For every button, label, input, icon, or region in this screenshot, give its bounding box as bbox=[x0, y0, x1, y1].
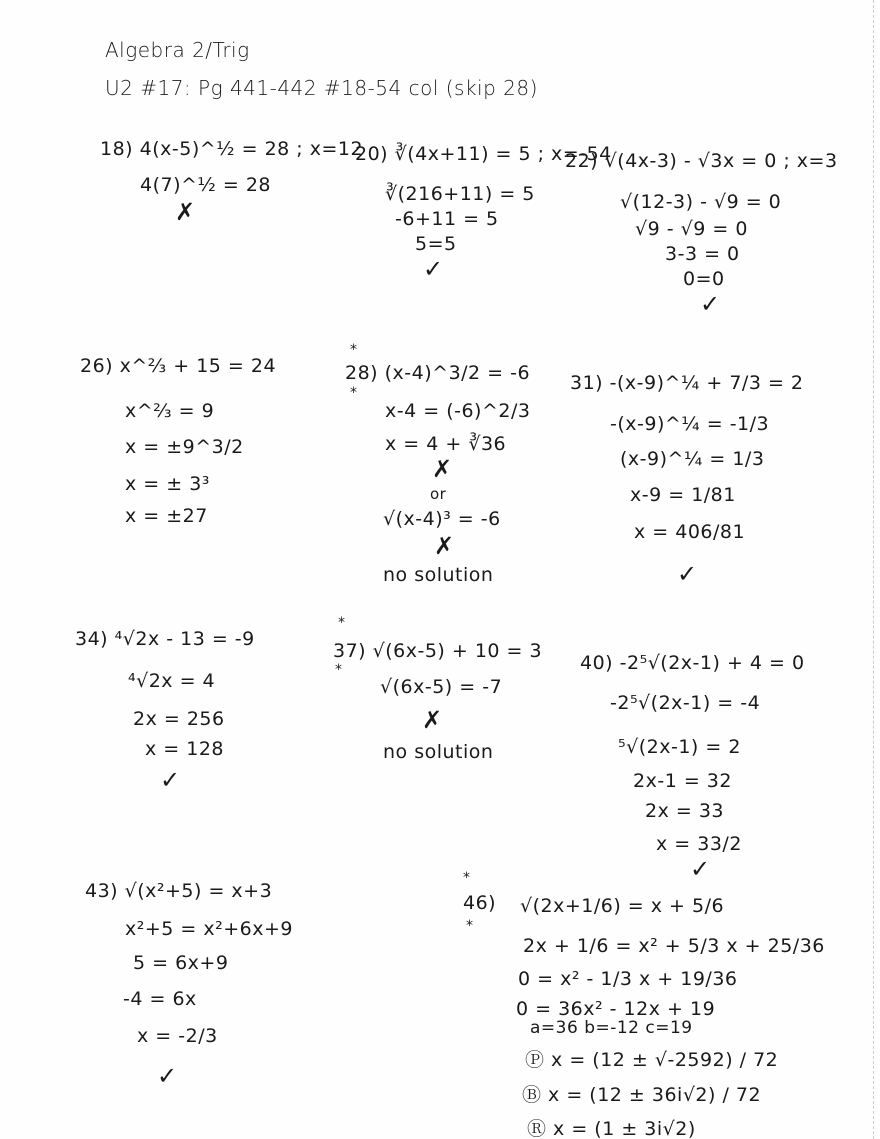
problem-28-line: √(x-4)³ = -6 bbox=[383, 508, 501, 530]
star-marker: * bbox=[338, 615, 346, 631]
scan-edge bbox=[873, 0, 874, 1139]
problem-28-line: x = 4 + ∛36 bbox=[385, 433, 507, 455]
wrong-mark: ✗ bbox=[434, 532, 455, 560]
star-marker: * bbox=[463, 870, 471, 886]
problem-18-line: 18) 4(x-5)^½ = 28 ; x=12 bbox=[100, 138, 364, 160]
star-marker: * bbox=[350, 342, 358, 358]
star-marker: * bbox=[350, 385, 358, 401]
problem-40-line: 2x = 33 bbox=[645, 800, 725, 822]
problem-46-number: 46) bbox=[463, 892, 497, 914]
problem-31-line: (x-9)^¼ = 1/3 bbox=[620, 448, 765, 470]
problem-26-line: 26) x^⅔ + 15 = 24 bbox=[80, 355, 277, 377]
star-marker: * bbox=[335, 662, 343, 678]
problem-28-line: x-4 = (-6)^2/3 bbox=[385, 400, 531, 422]
problem-43-line: x²+5 = x²+6x+9 bbox=[125, 918, 293, 940]
problem-22-line: 3-3 = 0 bbox=[665, 243, 740, 265]
problem-22-line: √9 - √9 = 0 bbox=[635, 218, 748, 240]
problem-46-line: Ⓑ x = (12 ± 36i√2) / 72 bbox=[522, 1084, 762, 1106]
header-assignment: U2 #17: Pg 441-442 #18-54 col (skip 28) bbox=[105, 76, 538, 100]
problem-46-line: 2x + 1/6 = x² + 5/3 x + 25/36 bbox=[523, 935, 825, 957]
problem-22-line: 22) √(4x-3) - √3x = 0 ; x=3 bbox=[565, 150, 838, 172]
wrong-mark: ✗ bbox=[422, 706, 443, 734]
problem-31-line: x = 406/81 bbox=[634, 521, 746, 543]
problem-20-line: ∛(216+11) = 5 bbox=[385, 183, 535, 205]
check-mark: ✓ bbox=[423, 255, 444, 283]
problem-43-line: 43) √(x²+5) = x+3 bbox=[85, 880, 273, 902]
check-mark: ✓ bbox=[160, 766, 181, 794]
problem-26-line: x^⅔ = 9 bbox=[125, 400, 215, 422]
problem-34-line: 2x = 256 bbox=[133, 708, 225, 730]
problem-43-line: x = -2/3 bbox=[137, 1025, 218, 1047]
problem-46-line: 0 = 36x² - 12x + 19 bbox=[516, 998, 716, 1020]
problem-37-line: no solution bbox=[383, 741, 494, 763]
problem-46-line: Ⓟ x = (12 ± √-2592) / 72 bbox=[525, 1049, 779, 1071]
problem-26-line: x = ±9^3/2 bbox=[125, 436, 244, 458]
problem-31-line: x-9 = 1/81 bbox=[630, 484, 736, 506]
problem-40-line: -2⁵√(2x-1) = -4 bbox=[610, 692, 761, 714]
problem-46-line: Ⓡ x = (1 ± 3i√2) bbox=[527, 1118, 696, 1139]
problem-31-line: 31) -(x-9)^¼ + 7/3 = 2 bbox=[570, 372, 804, 394]
problem-20-line: 20) ∛(4x+11) = 5 ; x=-54 bbox=[355, 143, 612, 165]
problem-22-line: √(12-3) - √9 = 0 bbox=[620, 191, 782, 213]
problem-46-line: 0 = x² - 1/3 x + 19/36 bbox=[518, 968, 738, 990]
or-label: or bbox=[430, 485, 447, 503]
problem-34-line: 34) ⁴√2x - 13 = -9 bbox=[75, 628, 255, 650]
problem-37-line: √(6x-5) = -7 bbox=[380, 676, 503, 698]
problem-26-line: x = ± 3³ bbox=[125, 473, 210, 495]
star-marker: * bbox=[466, 918, 474, 934]
wrong-mark: ✗ bbox=[175, 198, 196, 226]
problem-40-line: 40) -2⁵√(2x-1) + 4 = 0 bbox=[580, 652, 805, 674]
problem-18-line: 4(7)^½ = 28 bbox=[140, 174, 272, 196]
problem-40-line: ⁵√(2x-1) = 2 bbox=[618, 736, 741, 758]
problem-28-line: no solution bbox=[383, 564, 494, 586]
problem-40-line: x = 33/2 bbox=[656, 833, 742, 855]
problem-31-line: -(x-9)^¼ = -1/3 bbox=[610, 413, 770, 435]
check-mark: ✓ bbox=[690, 855, 711, 883]
problem-20-line: -6+11 = 5 bbox=[395, 208, 499, 230]
problem-43-line: 5 = 6x+9 bbox=[133, 952, 229, 974]
problem-34-line: x = 128 bbox=[145, 738, 225, 760]
problem-28-line: 28) (x-4)^3/2 = -6 bbox=[345, 362, 531, 384]
problem-22-line: 0=0 bbox=[683, 268, 725, 290]
problem-34-line: ⁴√2x = 4 bbox=[128, 670, 216, 692]
check-mark: ✓ bbox=[677, 560, 698, 588]
header-title: Algebra 2/Trig bbox=[105, 38, 250, 62]
problem-37-line: 37) √(6x-5) + 10 = 3 bbox=[333, 640, 543, 662]
problem-46-line: a=36 b=-12 c=19 bbox=[530, 1018, 693, 1038]
check-mark: ✓ bbox=[700, 290, 721, 318]
problem-40-line: 2x-1 = 32 bbox=[633, 770, 732, 792]
problem-26-line: x = ±27 bbox=[125, 505, 208, 527]
problem-20-line: 5=5 bbox=[415, 233, 457, 255]
problem-46-line: √(2x+1/6) = x + 5/6 bbox=[520, 895, 725, 917]
wrong-mark: ✗ bbox=[432, 455, 453, 483]
check-mark: ✓ bbox=[157, 1062, 178, 1090]
problem-43-line: -4 = 6x bbox=[123, 988, 197, 1010]
